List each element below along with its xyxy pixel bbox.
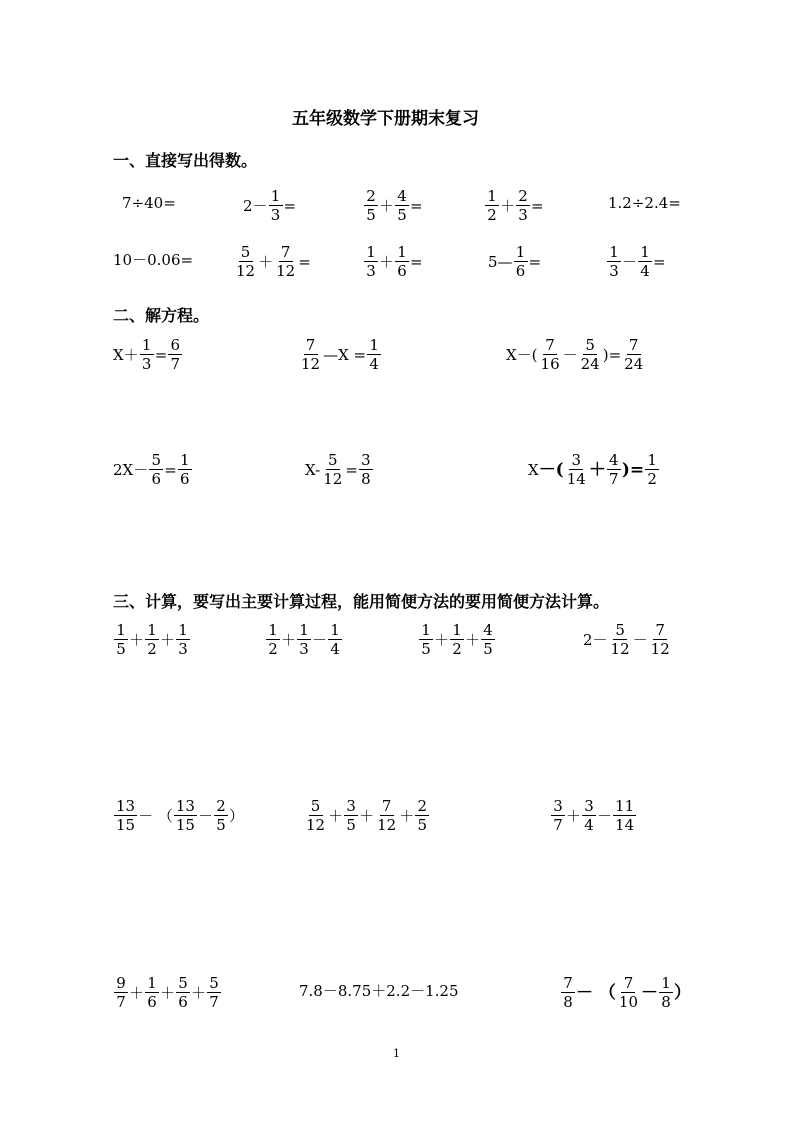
- expression-text: 7.8－8.75＋2.2－1.25: [299, 982, 459, 1000]
- expression-text: 1.2÷2.4=: [608, 194, 681, 212]
- denominator: 3: [609, 262, 619, 280]
- fraction: [607, 453, 621, 487]
- numerator: 1: [450, 623, 464, 640]
- fraction: [367, 338, 381, 372]
- expression-text: ＋: [129, 983, 145, 1002]
- numerator: 1: [176, 623, 190, 640]
- expression-text: X: [528, 460, 539, 479]
- expression-text: －: [597, 806, 613, 825]
- denominator: 2: [147, 640, 157, 658]
- expression-text: －: [622, 252, 638, 271]
- expression-text: 10－0.06=: [113, 251, 194, 269]
- numerator: 4: [481, 623, 495, 640]
- denominator: 3: [141, 355, 152, 373]
- numerator: 1: [178, 453, 192, 470]
- fraction: [659, 976, 673, 1010]
- denominator: 14: [615, 816, 635, 834]
- expression-text: 2－: [583, 630, 608, 649]
- denominator: 6: [397, 262, 407, 280]
- numerator: 5: [176, 976, 190, 993]
- expression-text: X-: [305, 460, 321, 479]
- numerator: 1: [266, 623, 280, 640]
- denominator: 16: [540, 355, 560, 373]
- s3-problem-7: [550, 799, 637, 833]
- denominator: 12: [650, 640, 670, 658]
- denominator: 5: [483, 640, 493, 658]
- denominator: 7: [170, 355, 181, 373]
- expression-text: －: [562, 345, 578, 364]
- denominator: 7: [553, 816, 563, 834]
- s3-problem-3: [418, 623, 496, 657]
- expression-text: －(: [538, 459, 564, 480]
- s1-problem-7: [233, 245, 311, 279]
- fraction: [176, 976, 190, 1010]
- denominator: 2: [647, 470, 657, 488]
- s3-problem-6: [303, 799, 430, 833]
- s2-equation-6: [528, 453, 660, 487]
- fraction: [214, 799, 228, 833]
- fraction: [364, 189, 378, 223]
- expression-text: 2－: [243, 196, 268, 215]
- expression-text: ＋: [281, 630, 297, 649]
- expression-text: =: [531, 196, 544, 215]
- expression-text: － （: [576, 982, 616, 1003]
- fraction: [234, 245, 257, 279]
- denominator: 3: [270, 206, 281, 224]
- numerator: 13: [116, 797, 136, 815]
- denominator: 12: [236, 262, 256, 280]
- numerator: 1: [367, 338, 381, 355]
- fraction: [328, 623, 342, 657]
- denominator: 5: [116, 640, 126, 658]
- s2-equation-1: [113, 338, 183, 372]
- section-3-heading: 三、计算，要写出主要计算过程，能用简便方法的要用简便方法计算。: [113, 592, 610, 611]
- numerator: 1: [645, 453, 659, 470]
- expression-text: －: [197, 806, 213, 825]
- numerator: 1: [297, 623, 311, 640]
- s2-equation-5: [305, 453, 374, 487]
- s3-problem-5: [113, 799, 244, 833]
- expression-text: =: [410, 196, 423, 215]
- fraction: [551, 799, 565, 833]
- fraction: [582, 799, 596, 833]
- s1-problem-9: [488, 245, 541, 279]
- expression-text: ＋: [399, 806, 415, 825]
- numerator: 7: [621, 976, 635, 993]
- fraction: [649, 623, 672, 657]
- denominator: 12: [377, 816, 397, 834]
- fraction: [415, 799, 429, 833]
- expression-text: ＋: [160, 630, 176, 649]
- expression-text: 2X－: [113, 460, 149, 479]
- numerator: 4: [607, 453, 621, 470]
- numerator: 5: [326, 453, 340, 470]
- denominator: 4: [330, 640, 340, 658]
- denominator: 6: [515, 262, 526, 280]
- numerator: 3: [359, 453, 373, 470]
- expression-text: ）: [674, 982, 692, 1003]
- denominator: 5: [346, 816, 356, 834]
- numerator: 11: [615, 797, 635, 815]
- numerator: 1: [485, 189, 499, 206]
- denominator: 24: [624, 355, 644, 373]
- fraction: [607, 245, 621, 279]
- numerator: 2: [415, 799, 429, 816]
- numerator: 1: [145, 976, 159, 993]
- denominator: 12: [610, 640, 630, 658]
- fraction: [149, 453, 163, 487]
- fraction: [359, 453, 373, 487]
- expression-text: － （: [138, 806, 173, 825]
- fraction: [178, 453, 192, 487]
- section-2-heading: 二、解方程。: [113, 306, 210, 325]
- expression-text: ＋: [129, 630, 145, 649]
- denominator: 8: [661, 993, 671, 1011]
- denominator: 5: [216, 816, 226, 834]
- numerator: 1: [269, 189, 283, 206]
- expression-text: =: [653, 252, 666, 271]
- numerator: 5: [207, 976, 221, 993]
- numerator: 1: [395, 245, 409, 262]
- denominator: 3: [518, 206, 528, 224]
- numerator: 7: [304, 338, 318, 355]
- fraction: [609, 623, 632, 657]
- fraction: [114, 799, 137, 833]
- numerator: 1: [607, 245, 621, 262]
- fraction: [539, 338, 562, 372]
- s1-problem-1: [122, 196, 176, 211]
- section-1-heading: 一、直接写出得数。: [113, 151, 258, 170]
- s1-problem-10: [606, 245, 666, 279]
- expression-text: )=: [621, 459, 645, 480]
- fraction: [114, 976, 128, 1010]
- fraction: [579, 338, 602, 372]
- denominator: 6: [178, 993, 188, 1011]
- fraction: [344, 799, 358, 833]
- expression-text: ）: [228, 806, 244, 825]
- expression-text: 7÷40=: [122, 194, 176, 212]
- denominator: 4: [584, 816, 594, 834]
- fraction: [481, 623, 495, 657]
- expression-text: =: [410, 252, 423, 271]
- denominator: 7: [609, 470, 619, 488]
- expression-text: 5—: [488, 252, 513, 271]
- denominator: 10: [618, 993, 639, 1011]
- numerator: 3: [569, 453, 583, 470]
- expression-text: ＋: [258, 252, 274, 271]
- numerator: 7: [627, 338, 641, 355]
- expression-text: =: [283, 196, 297, 215]
- fraction: [304, 799, 327, 833]
- numerator: 7: [543, 338, 557, 355]
- fraction: [274, 245, 297, 279]
- fraction: [176, 623, 190, 657]
- numerator: 1: [145, 623, 159, 640]
- fraction: [613, 799, 636, 833]
- s3-problem-1: [113, 623, 191, 657]
- denominator: 8: [361, 470, 371, 488]
- fraction: [514, 245, 528, 279]
- s2-equation-3: [506, 338, 646, 372]
- expression-text: ＋: [359, 806, 375, 825]
- expression-text: =: [164, 460, 177, 479]
- fraction: [375, 799, 398, 833]
- expression-text: X－(: [506, 345, 538, 364]
- expression-text: =: [528, 252, 542, 271]
- numerator: 1: [419, 623, 433, 640]
- expression-text: =: [298, 252, 311, 271]
- expression-text: X＋: [113, 345, 139, 364]
- denominator: 12: [323, 470, 343, 488]
- s3-problem-2: [265, 623, 343, 657]
- numerator: 4: [395, 189, 409, 206]
- fraction: [174, 799, 197, 833]
- fraction: [395, 189, 409, 223]
- expression-text: ＋: [191, 983, 207, 1002]
- expression-text: =: [345, 460, 358, 479]
- denominator: 3: [366, 262, 376, 280]
- numerator: 2: [516, 189, 530, 206]
- numerator: 2: [214, 799, 228, 816]
- expression-text: ＋: [465, 630, 481, 649]
- s3-problem-4: [583, 623, 673, 657]
- s1-problem-2: [243, 189, 296, 223]
- numerator: 3: [551, 799, 565, 816]
- expression-text: ＋: [566, 806, 582, 825]
- numerator: 6: [168, 338, 182, 355]
- fraction: [168, 338, 182, 372]
- denominator: 2: [268, 640, 278, 658]
- numerator: 5: [239, 245, 253, 262]
- denominator: 4: [640, 262, 650, 280]
- numerator: 5: [309, 799, 323, 816]
- s3-problem-8: [113, 976, 222, 1010]
- numerator: 9: [114, 976, 128, 993]
- denominator: 2: [452, 640, 462, 658]
- fraction: [140, 338, 154, 372]
- denominator: 4: [369, 355, 379, 373]
- numerator: 1: [659, 976, 673, 993]
- fraction: [638, 245, 652, 279]
- expression-text: ＋: [379, 196, 395, 215]
- fraction: [207, 976, 221, 1010]
- s1-problem-3: [363, 189, 423, 223]
- s1-problem-6: [113, 253, 193, 268]
- s1-problem-8: [363, 245, 423, 279]
- denominator: 7: [116, 993, 126, 1011]
- expression-text: ＋: [160, 983, 176, 1002]
- numerator: 5: [583, 338, 597, 355]
- numerator: 5: [613, 623, 627, 640]
- numerator: 7: [279, 245, 293, 262]
- s3-problem-9: [299, 984, 459, 999]
- fraction: [297, 623, 311, 657]
- numerator: 5: [149, 453, 163, 470]
- numerator: 1: [638, 245, 652, 262]
- denominator: 5: [417, 816, 427, 834]
- expression-text: ＋: [588, 459, 606, 480]
- expression-text: ＋: [434, 630, 450, 649]
- expression-text: ＋: [379, 252, 395, 271]
- fraction: [485, 189, 499, 223]
- denominator: 8: [563, 993, 573, 1011]
- expression-text: =: [154, 345, 168, 364]
- fraction: [516, 189, 530, 223]
- numerator: 1: [140, 338, 154, 355]
- numerator: 7: [653, 623, 667, 640]
- fraction: [561, 976, 575, 1010]
- denominator: 12: [301, 355, 321, 373]
- denominator: 3: [299, 640, 309, 658]
- numerator: 1: [328, 623, 342, 640]
- fraction: [645, 453, 659, 487]
- expression-text: )=: [602, 345, 622, 364]
- denominator: 6: [151, 470, 161, 488]
- denominator: 6: [180, 470, 190, 488]
- denominator: 14: [566, 470, 586, 488]
- fraction: [145, 976, 159, 1010]
- expression-text: —X =: [323, 345, 367, 364]
- denominator: 3: [178, 640, 188, 658]
- numerator: 7: [380, 799, 394, 816]
- numerator: 1: [364, 245, 378, 262]
- s2-equation-2: [298, 338, 382, 372]
- fraction: [299, 338, 322, 372]
- fraction: [395, 245, 409, 279]
- expression-text: ＋: [328, 806, 344, 825]
- page-number: 1: [393, 1047, 400, 1060]
- denominator: 12: [306, 816, 326, 834]
- expression-text: －: [312, 630, 328, 649]
- s2-equation-4: [113, 453, 193, 487]
- numerator: 7: [561, 976, 575, 993]
- numerator: 1: [514, 245, 528, 262]
- numerator: 3: [582, 799, 596, 816]
- numerator: 13: [175, 797, 195, 815]
- denominator: 5: [421, 640, 431, 658]
- s3-problem-10: [560, 976, 691, 1010]
- denominator: 2: [487, 206, 497, 224]
- page-title: 五年级数学下册期末复习: [292, 109, 479, 129]
- expression-text: －: [632, 630, 648, 649]
- fraction: [450, 623, 464, 657]
- fraction: [145, 623, 159, 657]
- s1-problem-5: [608, 196, 681, 211]
- fraction: [114, 623, 128, 657]
- denominator: 6: [147, 993, 157, 1011]
- expression-text: －: [641, 982, 659, 1003]
- numerator: 1: [114, 623, 128, 640]
- fraction: [321, 453, 344, 487]
- fraction: [565, 453, 588, 487]
- denominator: 5: [397, 206, 407, 224]
- fraction: [364, 245, 378, 279]
- expression-text: ＋: [500, 196, 516, 215]
- denominator: 5: [366, 206, 376, 224]
- fraction: [617, 976, 640, 1010]
- numerator: 2: [364, 189, 378, 206]
- s1-problem-4: [484, 189, 544, 223]
- fraction: [266, 623, 280, 657]
- denominator: 15: [175, 816, 195, 834]
- denominator: 24: [580, 355, 600, 373]
- fraction: [269, 189, 283, 223]
- denominator: 7: [209, 993, 219, 1011]
- numerator: 3: [344, 799, 358, 816]
- denominator: 15: [116, 816, 136, 834]
- fraction: [622, 338, 645, 372]
- denominator: 12: [276, 262, 296, 280]
- fraction: [419, 623, 433, 657]
